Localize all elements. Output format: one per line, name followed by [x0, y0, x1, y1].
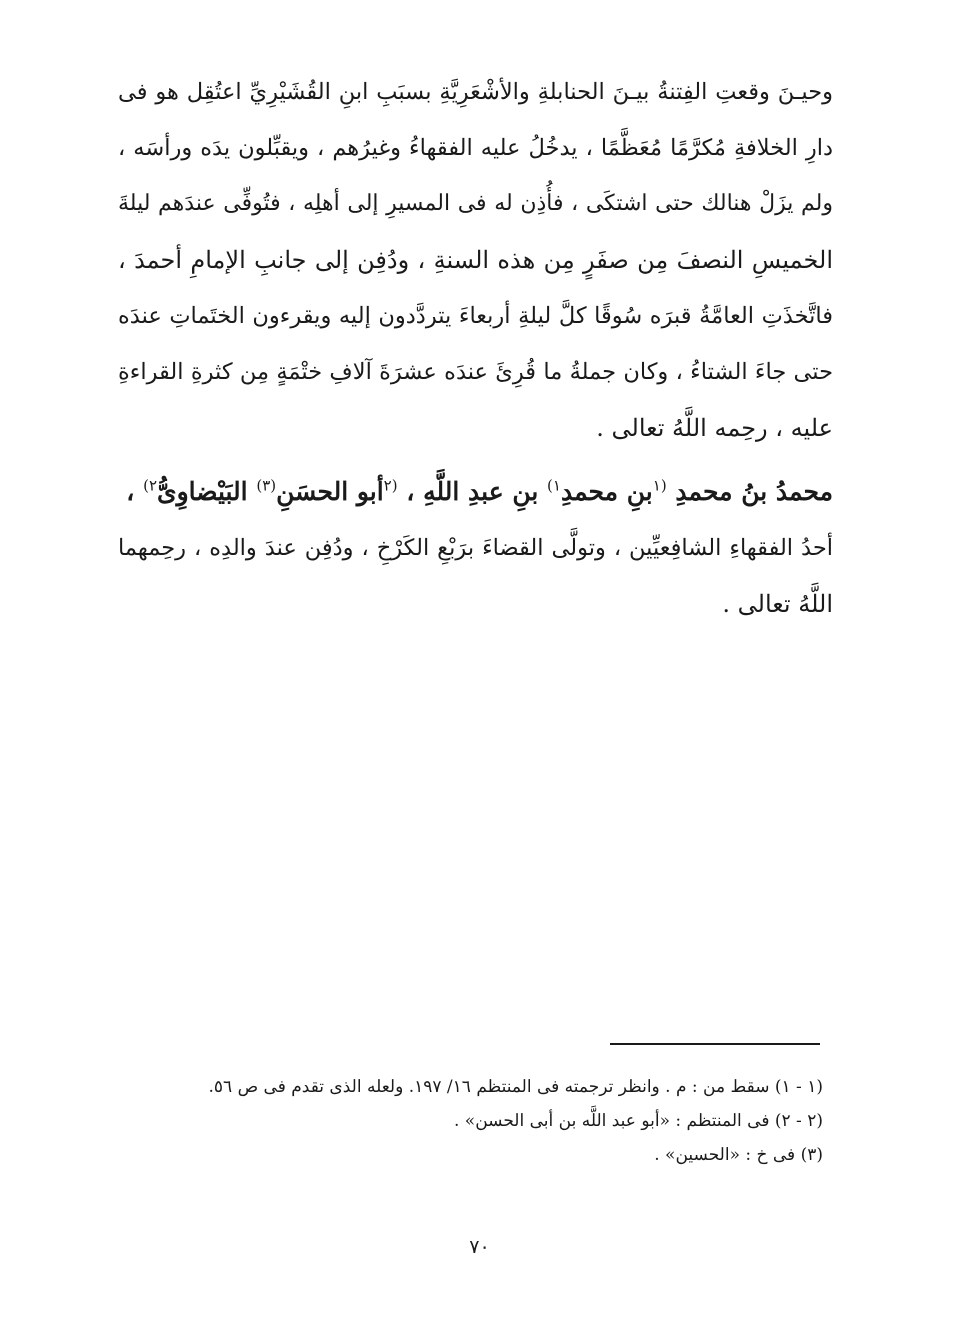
footnotes	[138, 1070, 823, 1172]
footnote: (٢ - ٢) فى المنتظم : «أبو عبد اللَّه بن أبى الحسن» .	[454, 1111, 823, 1131]
page-number: ٧٠	[469, 1236, 490, 1258]
text-line: حتى جاءَ الشتاءُ ، وكان جملةُ ما قُرِئَ عندَه عشرَةَ آلافِ ختْمَةٍ مِن كثرةِ القراءةِ	[118, 359, 833, 385]
entry-punctuation: ،	[126, 477, 135, 506]
entry-name-part: البَيْضاوِىُّ	[157, 477, 248, 506]
entry-name-part: بنِ عبدِ اللَّهِ ،	[406, 477, 539, 506]
text-line: دارِ الخلافةِ مُكرَّمًا مُعَظَّمًا ، يدخُلُ عليه الفقهاءُ وغيرُهم ، ويقبِّلون يدَه ورأسَه ،	[118, 135, 833, 161]
main-text	[118, 64, 833, 632]
footnote-marker: (٢	[383, 476, 398, 495]
entry-name-part: بنِ محمدِ	[560, 477, 653, 506]
entry-name-part: محمدُ بنُ محمدِ	[675, 477, 833, 506]
entry-name-part: أبو الحسَنِ	[276, 477, 384, 506]
text-line: ولم يزَلْ هنالك حتى اشتكَى ، فأُذِن له فى المسيرِ إلى أهلِه ، فتُوفِّى عندَهم ليلةَ	[118, 191, 833, 216]
text-line: وحيـنَ وقعتِ الفِتنةُ بيـنَ الحنابلةِ والأشْعَرِيَّةِ بسبَبِ ابنِ القُشَيْرِيِّ اعتُقِل هو فى	[118, 79, 833, 105]
footnote-marker: ١)	[547, 476, 561, 495]
biography-entry-heading	[118, 464, 833, 520]
text-line: أحدُ الفقهاءِ الشافِعيِّين ، وتولَّى القضاءَ برَبْعِ الكَرْخِ ، ودُفِن عندَ والدِه ، رحِمهما	[118, 535, 833, 561]
footnote-divider	[610, 1043, 820, 1045]
footnote: (٣) فى خ : «الحسين» .	[654, 1145, 823, 1165]
footnote-marker: ٢)	[143, 476, 158, 495]
footnote-marker: (١	[652, 476, 667, 495]
text-line: الخميسِ النصفَ مِن صفَرٍ مِن هذه السنةِ ، ودُفِن إلى جانبِ الإمامِ أحمدَ ،	[118, 246, 833, 274]
text-line: اللَّهُ تعالى .	[722, 590, 833, 618]
text-line: عليه ، رحِمه اللَّهُ تعالى .	[596, 414, 833, 442]
text-line: فاتَّخذَتِ العامَّةُ قبرَه سُوقًا كلَّ ليلةِ أربعاءَ يتردَّدون إليه ويقرءون الختَماتِ عندَه	[118, 303, 833, 329]
footnote-marker: (٣)	[256, 476, 277, 495]
footnote: (١ - ١) سقط من : م . وانظر ترجمته فى المنتظم ١٦/ ١٩٧. ولعله الذى تقدم فى ص ٥٦.	[208, 1077, 823, 1097]
